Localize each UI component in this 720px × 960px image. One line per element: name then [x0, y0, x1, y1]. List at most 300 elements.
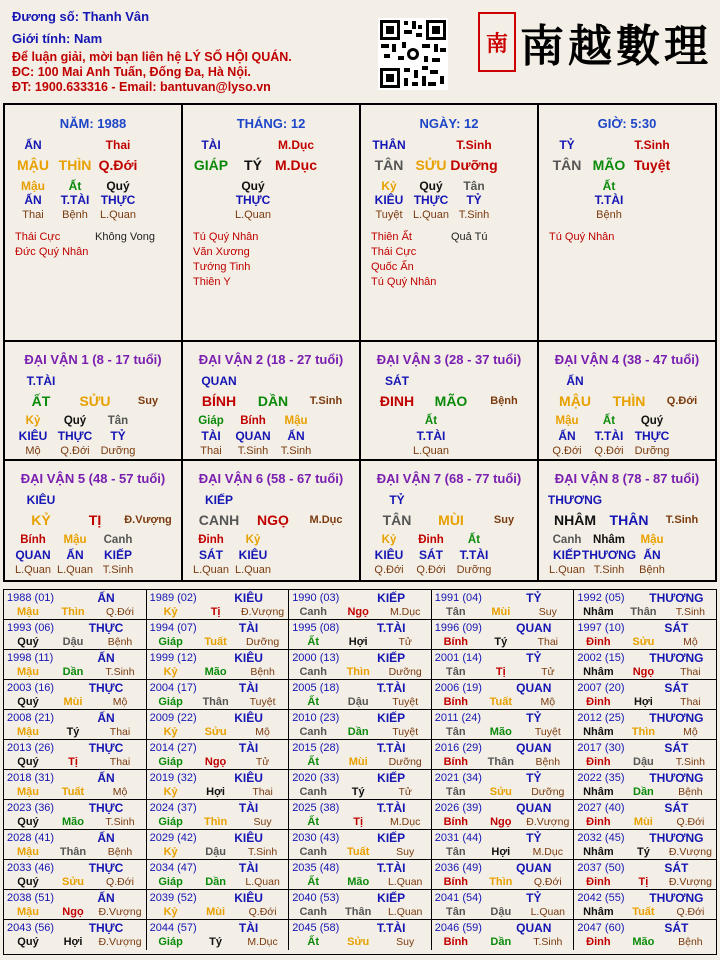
- year-cell: [432, 860, 575, 890]
- year-branch: Tý: [209, 936, 223, 948]
- shen-sha: Thái Cực: [371, 246, 417, 258]
- year-god: QUAN: [516, 801, 552, 815]
- pillar-value: SỬU: [415, 157, 447, 173]
- dai-van-value: Q.Đới: [416, 564, 446, 576]
- year-cell: [147, 860, 290, 890]
- year-branch: Mão: [62, 816, 84, 828]
- year-branch: Hợi: [206, 786, 225, 798]
- year-branch: Tị: [638, 876, 649, 888]
- year-state: Suy: [396, 846, 415, 858]
- year-state: Mộ: [112, 696, 128, 708]
- year-label: 1994 (07): [149, 622, 197, 634]
- year-cell: [147, 830, 290, 860]
- pillar-value: Q.Đới: [98, 157, 138, 173]
- dai-van-value: L.Quan: [234, 564, 272, 576]
- year-god: TỶ: [526, 591, 542, 605]
- year-god: KIẾP: [377, 711, 406, 725]
- year-cell: [432, 710, 575, 740]
- year-god: THƯƠNG: [649, 891, 704, 905]
- dai-van-value: KIÊU: [374, 548, 404, 562]
- year-cell: [432, 920, 575, 950]
- year-label: 2045 (58): [292, 922, 340, 934]
- dai-van-value: Ất: [467, 534, 481, 546]
- dai-van-value: T.Sinh: [593, 564, 625, 576]
- year-branch: Hợi: [63, 936, 83, 948]
- address: ĐC: 100 Mai Anh Tuấn, Đống Đa, Hà Nội.: [12, 65, 251, 79]
- year-state: Đ.Vượng: [526, 816, 570, 828]
- year-branch: Mùi: [206, 906, 226, 918]
- year-label: 2012 (25): [577, 712, 625, 724]
- dai-van-god: ẤN: [566, 374, 584, 388]
- year-label: 2029 (42): [149, 832, 197, 844]
- dai-van-value: L.Quan: [56, 564, 94, 576]
- dai-van-value: KIÊU: [238, 548, 268, 562]
- dai-van-branch: THÂN: [609, 512, 649, 528]
- annual-luck-table: [3, 589, 717, 955]
- dai-van-title: ĐẠI VẬN 2 (18 - 27 tuổi): [198, 352, 344, 367]
- dai-van-state: T.Sinh: [309, 395, 343, 407]
- pillar-value: T.TÀI: [594, 193, 624, 207]
- phone-email[interactable]: ĐT: 1900.633316 - Email: bantuvan@lyso.vn: [12, 80, 271, 94]
- shen-sha: Đức Quý Nhân: [15, 246, 89, 258]
- shen-sha-neutral: Không Vong: [95, 231, 155, 243]
- year-label: 2043 (56): [7, 922, 55, 934]
- year-state: Dưỡng: [531, 786, 565, 798]
- year-state: Thai: [109, 756, 131, 768]
- header: [0, 0, 720, 100]
- dai-van-value: KIÊU: [18, 429, 48, 443]
- year-god: THỰC: [88, 921, 124, 935]
- year-god: T.TÀI: [376, 741, 406, 755]
- year-cell: [432, 740, 575, 770]
- shen-sha-neutral: Quả Tú: [451, 231, 488, 243]
- shen-sha: Tướng Tinh: [193, 261, 251, 273]
- year-stem: Nhâm: [583, 606, 614, 618]
- year-state: L.Quan: [245, 876, 280, 888]
- pillar-value: TÂN: [552, 157, 582, 173]
- year-branch: Thân: [345, 906, 372, 918]
- year-cell: [574, 680, 717, 710]
- year-stem: Mậu: [17, 606, 39, 618]
- year-stem: Tân: [446, 906, 466, 918]
- year-branch: Hợi: [491, 846, 511, 858]
- year-state: Bệnh: [107, 846, 133, 858]
- year-branch: Tý: [66, 726, 80, 738]
- year-cell: [147, 620, 290, 650]
- year-god: SÁT: [664, 681, 689, 695]
- year-god: ẤN: [97, 891, 115, 905]
- year-stem: Bính: [443, 636, 469, 648]
- year-label: 2002 (15): [577, 652, 625, 664]
- year-state: Bệnh: [678, 936, 703, 948]
- year-god: TÀI: [238, 801, 259, 815]
- year-label: 2037 (50): [577, 862, 625, 874]
- year-god: KIÊU: [234, 651, 263, 665]
- year-label: 2028 (41): [7, 832, 55, 844]
- dai-van-value: Đinh: [418, 534, 444, 546]
- year-cell: [432, 590, 575, 620]
- year-stem: Tân: [446, 786, 466, 798]
- year-branch: Mão: [489, 726, 512, 738]
- year-state: T.Sinh: [675, 756, 705, 768]
- year-state: Tuyệt: [249, 696, 276, 708]
- dai-van-value: Bệnh: [639, 564, 665, 576]
- year-stem: Giáp: [158, 816, 183, 828]
- year-god: QUAN: [516, 681, 552, 695]
- year-branch: Ngọ: [490, 816, 512, 828]
- year-stem: Mậu: [17, 666, 39, 678]
- pillar-value: TÂN: [374, 157, 404, 173]
- pillar-value: M.Dục: [278, 138, 314, 152]
- year-label: 2007 (20): [577, 682, 625, 694]
- dai-van-cell: [183, 461, 361, 580]
- year-label: 2033 (46): [7, 862, 55, 874]
- year-label: 1988 (01): [7, 592, 55, 604]
- dai-van-value: THỰC: [634, 429, 670, 443]
- year-cell: [574, 830, 717, 860]
- pillar-value: Tuyệt: [375, 209, 403, 221]
- year-god: SÁT: [664, 801, 689, 815]
- dai-van-god: KIẾP: [204, 493, 233, 507]
- year-stem: Canh: [299, 786, 327, 798]
- dai-van-title: ĐẠI VẬN 5 (48 - 57 tuổi): [20, 471, 166, 486]
- year-stem: Bính: [443, 696, 469, 708]
- dai-van-value: Mậu: [640, 534, 664, 546]
- dai-van-title: ĐẠI VẬN 7 (68 - 77 tuổi): [376, 471, 522, 486]
- year-god: ẤN: [97, 651, 115, 665]
- year-state: Mộ: [540, 696, 556, 708]
- dai-van-value: T.TÀI: [459, 548, 489, 562]
- year-state: T.Sinh: [105, 666, 135, 678]
- dai-van-value: Ất: [602, 415, 616, 427]
- year-branch: Sửu: [61, 876, 85, 888]
- shen-sha: Tú Quý Nhân: [193, 231, 259, 243]
- year-stem: Đinh: [586, 876, 611, 888]
- year-branch: Dậu: [347, 696, 369, 708]
- year-branch: Dần: [62, 666, 84, 678]
- year-label: 2013 (26): [7, 742, 55, 754]
- year-cell: [289, 710, 432, 740]
- year-branch: Tuất: [632, 906, 655, 918]
- year-state: Mộ: [255, 726, 270, 738]
- year-branch: Tuất: [204, 636, 227, 648]
- year-state: Thai: [537, 636, 559, 648]
- shen-sha: Thiên Ất: [371, 231, 412, 243]
- year-god: QUAN: [516, 861, 552, 875]
- year-state: Thai: [680, 696, 701, 708]
- pillar-value: T.Sinh: [458, 209, 490, 221]
- year-god: QUAN: [516, 621, 552, 635]
- year-state: Q.Đới: [676, 816, 705, 828]
- year-stem: Giáp: [158, 756, 183, 768]
- year-state: M.Dục: [390, 606, 421, 618]
- year-branch: Dậu: [633, 756, 654, 768]
- year-state: Bệnh: [535, 756, 561, 768]
- year-stem: Nhâm: [583, 726, 614, 738]
- dai-van-value: L.Quan: [548, 564, 586, 576]
- year-branch: Sửu: [204, 726, 227, 738]
- year-god: THỰC: [88, 861, 124, 875]
- year-stem: Quý: [17, 756, 39, 768]
- dai-van-state: Suy: [137, 395, 159, 407]
- year-god: THƯƠNG: [649, 711, 704, 725]
- year-god: ẤN: [97, 591, 115, 605]
- dai-van-title: ĐẠI VẬN 1 (8 - 17 tuổi): [24, 352, 162, 367]
- pillar-value: THỰC: [235, 193, 271, 207]
- pillar-value: GIÁP: [193, 157, 229, 173]
- year-stem: Bính: [443, 936, 469, 948]
- pillar-value: Bệnh: [62, 209, 88, 221]
- dai-van-cell: [183, 342, 361, 461]
- year-state: T.Sinh: [105, 816, 135, 828]
- pillar-value: Thai: [105, 138, 131, 152]
- year-cell: [432, 620, 575, 650]
- dai-van-value: Dưỡng: [634, 445, 670, 457]
- dai-van-value: Quý: [640, 415, 664, 427]
- year-label: 2038 (51): [7, 892, 55, 904]
- year-branch: Tuất: [489, 696, 512, 708]
- year-state: Bệnh: [678, 786, 703, 798]
- year-god: KIẾP: [377, 651, 406, 665]
- year-stem: Ất: [307, 816, 319, 828]
- year-god: TÀI: [238, 741, 259, 755]
- year-god: TỶ: [526, 831, 542, 845]
- dai-van-state: Bệnh: [490, 395, 518, 407]
- shen-sha: Văn Xương: [193, 246, 250, 258]
- year-label: 2023 (36): [7, 802, 55, 814]
- dai-van-value: QUAN: [15, 548, 51, 562]
- year-branch: Thìn: [489, 876, 513, 888]
- year-god: ẤN: [97, 771, 115, 785]
- year-cell: [289, 920, 432, 950]
- year-state: T.Sinh: [533, 936, 563, 948]
- year-cell: [147, 800, 290, 830]
- year-label: 1993 (06): [7, 622, 55, 634]
- dai-van-value: T.TÀI: [594, 429, 624, 443]
- year-state: M.Dục: [532, 846, 563, 858]
- year-cell: [289, 830, 432, 860]
- year-label: 1999 (12): [149, 652, 197, 664]
- year-label: 2027 (40): [577, 802, 625, 814]
- year-god: QUAN: [516, 921, 552, 935]
- pillar-title: GIỜ: 5:30: [597, 116, 657, 131]
- shen-sha: Thiên Y: [193, 276, 231, 288]
- year-cell: [4, 620, 147, 650]
- year-state: Q.Đới: [248, 906, 277, 918]
- year-branch: Dần: [490, 936, 512, 948]
- year-god: THỰC: [88, 801, 124, 815]
- dai-van-value: THƯƠNG: [581, 548, 637, 562]
- dai-van-branch: MÃO: [434, 393, 468, 409]
- year-label: 1996 (09): [434, 622, 482, 634]
- year-cell: [289, 620, 432, 650]
- year-cell: [574, 650, 717, 680]
- year-branch: Dần: [633, 786, 654, 798]
- year-stem: Ất: [307, 876, 319, 888]
- year-label: 2046 (59): [434, 922, 482, 934]
- year-state: M.Dục: [390, 816, 421, 828]
- year-branch: Thìn: [61, 606, 85, 618]
- year-label: 2032 (45): [577, 832, 625, 844]
- year-branch: Thìn: [203, 816, 228, 828]
- year-stem: Tân: [446, 606, 466, 618]
- year-branch: Mão: [347, 876, 370, 888]
- year-stem: Kỷ: [163, 846, 178, 858]
- year-label: 2030 (43): [292, 832, 340, 844]
- pillar-value: M.Dục: [275, 157, 317, 173]
- year-label: 2024 (37): [149, 802, 197, 814]
- year-cell: [432, 830, 575, 860]
- year-god: THỰC: [88, 681, 124, 695]
- dai-van-value: SÁT: [419, 548, 443, 562]
- pillar-value: TÝ: [244, 157, 262, 173]
- year-branch: Tuất: [61, 786, 85, 798]
- year-state: Dưỡng: [246, 636, 280, 648]
- year-branch: Mão: [204, 666, 227, 678]
- year-branch: Hợi: [633, 696, 653, 708]
- year-god: KIẾP: [377, 891, 406, 905]
- dai-van-value: Mậu: [284, 415, 308, 427]
- shen-sha: Tú Quý Nhân: [549, 231, 615, 243]
- year-stem: Giáp: [158, 636, 183, 648]
- year-branch: Thìn: [631, 726, 655, 738]
- year-stem: Đinh: [586, 696, 611, 708]
- dai-van-value: KIẾP: [552, 548, 581, 562]
- year-label: 1997 (10): [577, 622, 625, 634]
- year-branch: Thìn: [346, 666, 370, 678]
- dai-van-value: Q.Đới: [552, 445, 582, 457]
- year-stem: Bính: [443, 816, 469, 828]
- year-cell: [574, 770, 717, 800]
- dai-van-state: Q.Đới: [666, 395, 698, 407]
- year-state: Đ.Vượng: [241, 606, 285, 618]
- year-god: TÀI: [238, 681, 259, 695]
- year-god: KIÊU: [234, 831, 263, 845]
- year-cell: [4, 740, 147, 770]
- year-god: ẤN: [97, 711, 115, 725]
- dai-van-branch: MÙI: [438, 512, 464, 528]
- year-state: Mộ: [683, 636, 698, 648]
- year-cell: [4, 890, 147, 920]
- dai-van-title: ĐẠI VẬN 4 (38 - 47 tuổi): [554, 352, 700, 367]
- year-god: TÀI: [238, 621, 259, 635]
- pillar-value: THỰC: [413, 193, 449, 207]
- year-label: 2000 (13): [292, 652, 340, 664]
- year-stem: Canh: [299, 606, 327, 618]
- year-cell: [147, 740, 290, 770]
- year-god: KIẾP: [377, 591, 406, 605]
- year-cell: [147, 590, 290, 620]
- dai-van-value: Ất: [424, 415, 438, 427]
- year-cell: [4, 800, 147, 830]
- year-state: Tử: [398, 636, 412, 648]
- year-label: 2026 (39): [434, 802, 482, 814]
- year-cell: [4, 830, 147, 860]
- year-label: 1992 (05): [577, 592, 625, 604]
- year-stem: Kỷ: [163, 666, 178, 678]
- year-branch: Dậu: [62, 636, 84, 648]
- year-branch: Sửu: [489, 786, 512, 798]
- year-god: THƯƠNG: [649, 831, 704, 845]
- contact-note: Để luận giải, mời bạn liên hệ LÝ SỐ HỘI QUÁN.: [12, 50, 292, 64]
- dai-van-value: Bính: [240, 415, 266, 427]
- year-label: 2004 (17): [149, 682, 197, 694]
- year-cell: [289, 590, 432, 620]
- year-label: 2041 (54): [434, 892, 482, 904]
- year-branch: Ngọ: [204, 756, 227, 768]
- year-label: 2021 (34): [434, 772, 482, 784]
- year-stem: Quý: [17, 636, 39, 648]
- dai-van-value: Giáp: [198, 415, 224, 427]
- gender: Giới tính: Nam: [12, 31, 103, 46]
- year-state: Dưỡng: [388, 756, 422, 768]
- year-branch: Sửu: [632, 636, 655, 648]
- dai-van-cell: [539, 461, 715, 580]
- year-stem: Mậu: [17, 906, 39, 918]
- year-stem: Giáp: [158, 876, 183, 888]
- dai-van-value: Kỷ: [245, 534, 261, 546]
- year-god: TỶ: [526, 711, 542, 725]
- year-cell: [432, 770, 575, 800]
- year-stem: Quý: [17, 696, 39, 708]
- year-cell: [4, 710, 147, 740]
- year-stem: Bính: [443, 756, 469, 768]
- year-stem: Nhâm: [583, 786, 614, 798]
- year-state: Suy: [396, 936, 415, 948]
- year-god: SÁT: [664, 741, 689, 755]
- year-cell: [289, 680, 432, 710]
- year-cell: [289, 740, 432, 770]
- dai-van-value: QUAN: [235, 429, 271, 443]
- year-cell: [432, 800, 575, 830]
- year-cell: [574, 920, 717, 950]
- dai-van-value: L.Quan: [412, 445, 450, 457]
- pillar-value: L.Quan: [99, 209, 137, 221]
- year-label: 2042 (55): [577, 892, 625, 904]
- dai-van-value: Mộ: [25, 445, 41, 457]
- owner-name: Đương số: Thanh Vân: [12, 9, 150, 24]
- year-cell: [574, 590, 717, 620]
- dai-van-god: SÁT: [385, 374, 409, 388]
- year-god: KIÊU: [234, 711, 263, 725]
- qr-code-icon[interactable]: [378, 18, 448, 90]
- dai-van-stem: KỶ: [31, 512, 51, 528]
- year-branch: Dần: [347, 726, 369, 738]
- dai-van-value: ẤN: [66, 548, 84, 562]
- pillar-value: TỶ: [466, 193, 482, 207]
- year-label: 1991 (04): [434, 592, 482, 604]
- year-cell: [147, 710, 290, 740]
- year-label: 2015 (28): [292, 742, 340, 754]
- year-label: 2031 (44): [434, 832, 482, 844]
- pillar-value: Tuyệt: [633, 157, 671, 173]
- dai-van-value: L.Quan: [14, 564, 52, 576]
- dai-van-stem: CANH: [198, 512, 240, 528]
- year-stem: Mậu: [17, 846, 39, 858]
- dai-van-value: Tân: [107, 415, 129, 427]
- dai-van-god: TỶ: [389, 493, 405, 507]
- year-stem: Tân: [446, 846, 466, 858]
- dai-van-value: T.TÀI: [416, 429, 446, 443]
- dai-van-stem: ẤT: [31, 393, 51, 409]
- year-label: 2006 (19): [434, 682, 482, 694]
- year-god: SÁT: [664, 921, 689, 935]
- dai-van-value: Canh: [103, 534, 133, 546]
- year-cell: [4, 680, 147, 710]
- dai-van-stem: NHÂM: [554, 512, 596, 528]
- year-cell: [574, 860, 717, 890]
- year-stem: Canh: [299, 666, 327, 678]
